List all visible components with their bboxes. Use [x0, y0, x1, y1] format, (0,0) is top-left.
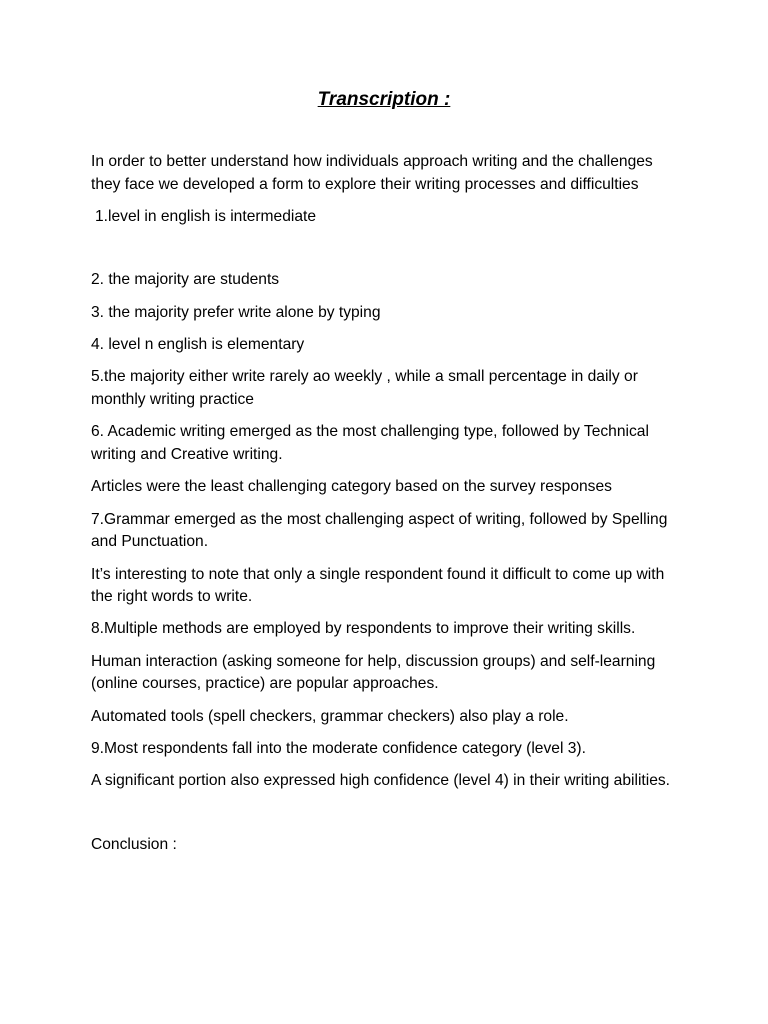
finding-paragraph: 9.Most respondents fall into the moderate confidence category (level 3).	[91, 740, 586, 758]
finding-paragraph: 6. Academic writing emerged as the most challenging type, followed by Technical writing and Creative writing.	[91, 423, 649, 463]
blank-line	[91, 803, 675, 834]
finding-paragraph: 2. the majority are students	[91, 271, 280, 289]
finding-paragraph: 1.level in english is intermediate	[95, 207, 317, 225]
conclusion-heading: Conclusion :	[91, 835, 177, 853]
finding-paragraph: A significant portion also expressed high confidence (level 4) in their writing abilities.	[91, 772, 671, 790]
finding-paragraph: Automated tools (spell checkers, grammar checkers) also play a role.	[91, 707, 569, 725]
document-body	[91, 151, 675, 866]
document-title: Transcription :	[317, 89, 451, 110]
finding-paragraph: 8.Multiple methods are employed by respondents to improve their writing skills.	[91, 620, 636, 638]
finding-paragraph: 3. the majority prefer write alone by typing	[91, 303, 381, 321]
blank-line	[91, 238, 675, 269]
finding-paragraph: It’s interesting to note that only a single respondent found it difficult to come up with the right words to write.	[91, 565, 665, 606]
finding-paragraph: 4. level n english is elementary	[91, 336, 305, 354]
intro-paragraph: In order to better understand how individuals approach writing and the challenges they face we developed a form to explore their writing processes and difficulties	[91, 153, 653, 193]
finding-paragraph: 7.Grammar emerged as the most challenging aspect of writing, followed by Spelling and Punctuation.	[91, 510, 668, 551]
finding-paragraph: Articles were the least challenging category based on the survey responses	[91, 478, 612, 496]
finding-paragraph: Human interaction (asking someone for help, discussion groups) and self-learning (online courses, practice) are popular approaches.	[91, 652, 656, 693]
finding-paragraph: 5.the majority either write rarely ao weekly , while a small percentage in daily or monthly writing practice	[91, 368, 638, 408]
